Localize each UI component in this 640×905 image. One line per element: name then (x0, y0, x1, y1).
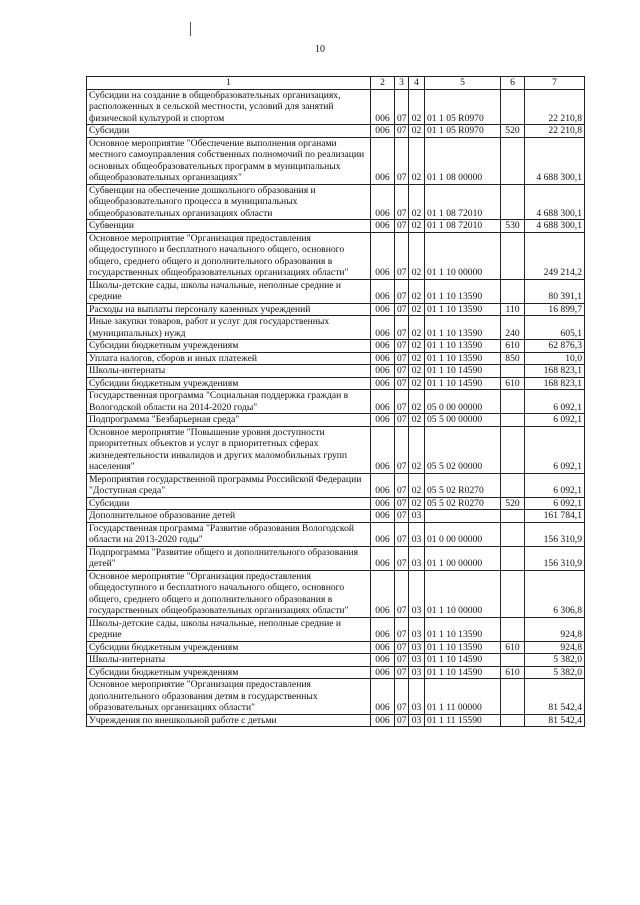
row-expense-type-code: 520 (501, 497, 525, 510)
row-name: Государственная программа "Развитие образования Вологодской области на 2013-2020 годы" (87, 522, 371, 546)
row-expense-type-code (501, 89, 525, 125)
row-amount: 6 306,8 (525, 570, 585, 617)
row-section-code: 07 (395, 125, 409, 138)
row-subsection-code: 02 (409, 137, 425, 184)
row-amount: 62 876,3 (525, 340, 585, 353)
row-name: Учреждения по внешкольной работе с детьми (87, 714, 371, 727)
row-subsection-code: 02 (409, 89, 425, 125)
row-ved-code: 006 (371, 679, 395, 715)
row-ved-code: 006 (371, 522, 395, 546)
row-expense-type-code (501, 137, 525, 184)
table-row (87, 137, 585, 184)
row-subsection-code: 03 (409, 679, 425, 715)
row-expense-type-code (501, 414, 525, 427)
column-header: 2 (371, 77, 395, 90)
row-amount: 4 688 300,1 (525, 184, 585, 220)
row-amount: 6 092,1 (525, 426, 585, 473)
row-target-code: 01 1 08 00000 (425, 137, 501, 184)
header-row (87, 77, 585, 90)
row-target-code: 01 0 00 00000 (425, 522, 501, 546)
row-name: Субвенции (87, 220, 371, 233)
row-expense-type-code: 520 (501, 125, 525, 138)
row-amount: 249 214,2 (525, 232, 585, 279)
row-target-code: 01 1 10 14590 (425, 377, 501, 390)
row-target-code: 05 5 00 00000 (425, 414, 501, 427)
row-section-code: 07 (395, 522, 409, 546)
row-ved-code: 006 (371, 184, 395, 220)
row-expense-type-code: 610 (501, 666, 525, 679)
table-row (87, 232, 585, 279)
table-row (87, 617, 585, 641)
row-ved-code: 006 (371, 89, 395, 125)
column-header: 5 (425, 77, 501, 90)
row-ved-code: 006 (371, 352, 395, 365)
row-target-code: 01 1 10 00000 (425, 570, 501, 617)
row-target-code: 01 1 10 13590 (425, 279, 501, 303)
table-row (87, 220, 585, 233)
row-ved-code: 006 (371, 340, 395, 353)
row-subsection-code: 02 (409, 352, 425, 365)
table-row (87, 546, 585, 570)
row-ved-code: 006 (371, 232, 395, 279)
row-subsection-code: 02 (409, 473, 425, 497)
row-target-code: 01 1 10 14590 (425, 365, 501, 378)
table-row (87, 426, 585, 473)
row-section-code: 07 (395, 510, 409, 523)
row-name: Дополнительное образование детей (87, 510, 371, 523)
row-ved-code: 006 (371, 414, 395, 427)
row-subsection-code: 02 (409, 390, 425, 414)
row-target-code: 05 5 02 R0270 (425, 473, 501, 497)
row-amount: 6 092,1 (525, 414, 585, 427)
row-subsection-code: 03 (409, 546, 425, 570)
row-amount: 81 542,4 (525, 679, 585, 715)
table-row (87, 714, 585, 727)
row-section-code: 07 (395, 365, 409, 378)
row-section-code: 07 (395, 473, 409, 497)
row-subsection-code: 03 (409, 570, 425, 617)
row-target-code: 05 5 02 R0270 (425, 497, 501, 510)
row-target-code: 01 1 10 00000 (425, 232, 501, 279)
row-subsection-code: 02 (409, 125, 425, 138)
row-amount: 168 823,1 (525, 377, 585, 390)
row-name: Уплата налогов, сборов и иных платежей (87, 352, 371, 365)
row-subsection-code: 03 (409, 714, 425, 727)
row-target-code (425, 510, 501, 523)
row-subsection-code: 02 (409, 279, 425, 303)
row-ved-code: 006 (371, 426, 395, 473)
row-expense-type-code (501, 522, 525, 546)
row-section-code: 07 (395, 352, 409, 365)
row-section-code: 07 (395, 232, 409, 279)
row-amount: 22 210,8 (525, 89, 585, 125)
row-target-code: 05 0 00 00000 (425, 390, 501, 414)
row-section-code: 07 (395, 137, 409, 184)
row-section-code: 07 (395, 546, 409, 570)
row-section-code: 07 (395, 570, 409, 617)
row-expense-type-code: 610 (501, 641, 525, 654)
row-name: Субсидии на создание в общеобразовательных организациях, расположенных в сельской местности, условий для занятий физической культурой и спортом (87, 89, 371, 125)
row-name: Основное мероприятие "Обеспечение выполнения органами местного самоуправления собственных полномочий по реализации основных общеобразовательных программ в муниципальных общеобразовательных организациях" (87, 137, 371, 184)
row-ved-code: 006 (371, 390, 395, 414)
row-name: Субсидии бюджетным учреждениям (87, 666, 371, 679)
table-row (87, 352, 585, 365)
row-subsection-code: 02 (409, 220, 425, 233)
row-section-code: 07 (395, 617, 409, 641)
row-target-code: 01 1 10 13590 (425, 352, 501, 365)
row-name: Основное мероприятие "Организация предоставления общедоступного и бесплатного начального общего, основного общего, среднего общего и дополнительного образования в государственных общеобразовательных организациях области" (87, 232, 371, 279)
row-name: Школы-детские сады, школы начальные, неполные средние и средние (87, 279, 371, 303)
row-amount: 4 688 300,1 (525, 220, 585, 233)
table-row (87, 510, 585, 523)
page-number: 10 (315, 44, 325, 55)
column-header: 4 (409, 77, 425, 90)
row-amount: 6 092,1 (525, 390, 585, 414)
row-section-code: 07 (395, 220, 409, 233)
row-name: Школы-интернаты (87, 365, 371, 378)
column-header: 1 (87, 77, 371, 90)
row-expense-type-code (501, 654, 525, 667)
row-subsection-code: 02 (409, 316, 425, 340)
row-section-code: 07 (395, 316, 409, 340)
row-amount: 924,8 (525, 617, 585, 641)
table-row (87, 390, 585, 414)
row-subsection-code: 02 (409, 497, 425, 510)
table-row (87, 641, 585, 654)
row-name: Субсидии (87, 125, 371, 138)
row-name: Субвенции на обеспечение дошкольного образования и общеобразовательного процесса в муниципальных общеобразовательных организациях области (87, 184, 371, 220)
row-expense-type-code (501, 570, 525, 617)
row-amount: 80 391,1 (525, 279, 585, 303)
table-row (87, 522, 585, 546)
row-expense-type-code (501, 365, 525, 378)
row-section-code: 07 (395, 184, 409, 220)
row-ved-code: 006 (371, 510, 395, 523)
table-row (87, 184, 585, 220)
table-row (87, 316, 585, 340)
row-ved-code: 006 (371, 137, 395, 184)
row-amount: 6 092,1 (525, 497, 585, 510)
row-expense-type-code (501, 546, 525, 570)
row-expense-type-code (501, 279, 525, 303)
row-section-code: 07 (395, 303, 409, 316)
row-ved-code: 006 (371, 666, 395, 679)
row-subsection-code: 03 (409, 641, 425, 654)
row-ved-code: 006 (371, 125, 395, 138)
row-subsection-code: 02 (409, 365, 425, 378)
scan-mark (190, 22, 191, 36)
row-section-code: 07 (395, 414, 409, 427)
row-target-code: 01 1 10 13590 (425, 316, 501, 340)
row-ved-code: 006 (371, 473, 395, 497)
row-amount: 156 310,9 (525, 522, 585, 546)
row-name: Основное мероприятие "Организация предоставления общедоступного и бесплатного начального общего, основного общего, среднего общего и дополнительного образования в государственных общеобразовательных организациях области" (87, 570, 371, 617)
row-section-code: 07 (395, 89, 409, 125)
row-subsection-code: 02 (409, 184, 425, 220)
row-target-code: 01 1 00 00000 (425, 546, 501, 570)
row-subsection-code: 02 (409, 414, 425, 427)
row-name: Субсидии бюджетным учреждениям (87, 641, 371, 654)
row-expense-type-code (501, 232, 525, 279)
row-expense-type-code: 610 (501, 377, 525, 390)
row-target-code: 05 5 02 00000 (425, 426, 501, 473)
row-name: Школы-интернаты (87, 654, 371, 667)
table-row (87, 666, 585, 679)
table-row (87, 365, 585, 378)
table-body (87, 89, 585, 727)
row-name: Подпрограмма "Развитие общего и дополнительного образования детей" (87, 546, 371, 570)
row-subsection-code: 02 (409, 426, 425, 473)
row-name: Государственная программа "Социальная поддержка граждан в Вологодской области на 2014-2020 годы" (87, 390, 371, 414)
row-name: Иные закупки товаров, работ и услуг для государственных (муниципальных) нужд (87, 316, 371, 340)
row-ved-code: 006 (371, 641, 395, 654)
row-section-code: 07 (395, 279, 409, 303)
row-section-code: 07 (395, 377, 409, 390)
row-name: Мероприятия государственной программы Российской Федерации "Доступная среда" (87, 473, 371, 497)
row-subsection-code: 03 (409, 654, 425, 667)
row-amount: 924,8 (525, 641, 585, 654)
row-expense-type-code: 110 (501, 303, 525, 316)
row-subsection-code: 02 (409, 232, 425, 279)
row-expense-type-code (501, 184, 525, 220)
row-amount: 605,1 (525, 316, 585, 340)
row-ved-code: 006 (371, 279, 395, 303)
row-section-code: 07 (395, 497, 409, 510)
row-subsection-code: 03 (409, 666, 425, 679)
row-target-code: 01 1 10 13590 (425, 617, 501, 641)
row-amount: 22 210,8 (525, 125, 585, 138)
row-target-code: 01 1 10 14590 (425, 666, 501, 679)
row-subsection-code: 02 (409, 377, 425, 390)
row-subsection-code: 02 (409, 303, 425, 316)
row-amount: 5 382,0 (525, 666, 585, 679)
row-target-code: 01 1 10 13590 (425, 303, 501, 316)
row-expense-type-code (501, 390, 525, 414)
row-target-code: 01 1 08 72010 (425, 220, 501, 233)
row-target-code: 01 1 10 13590 (425, 641, 501, 654)
row-target-code: 01 1 11 00000 (425, 679, 501, 715)
row-name: Расходы на выплаты персоналу казенных учреждений (87, 303, 371, 316)
row-ved-code: 006 (371, 377, 395, 390)
row-expense-type-code (501, 714, 525, 727)
row-name: Основное мероприятие "Повышение уровня доступности приоритетных объектов и услуг в приоритетных сферах жизнедеятельности инвалидов и других маломобильных групп населения" (87, 426, 371, 473)
row-subsection-code: 03 (409, 617, 425, 641)
row-section-code: 07 (395, 666, 409, 679)
row-section-code: 07 (395, 714, 409, 727)
row-ved-code: 006 (371, 654, 395, 667)
table-row (87, 654, 585, 667)
row-expense-type-code (501, 473, 525, 497)
row-amount: 5 382,0 (525, 654, 585, 667)
table-row (87, 570, 585, 617)
row-name: Субсидии (87, 497, 371, 510)
row-ved-code: 006 (371, 546, 395, 570)
table-row (87, 303, 585, 316)
row-ved-code: 006 (371, 497, 395, 510)
row-expense-type-code (501, 679, 525, 715)
row-amount: 6 092,1 (525, 473, 585, 497)
row-expense-type-code: 610 (501, 340, 525, 353)
row-target-code: 01 1 05 R0970 (425, 125, 501, 138)
row-name: Школы-детские сады, школы начальные, неполные средние и средние (87, 617, 371, 641)
table-row (87, 125, 585, 138)
column-header: 3 (395, 77, 409, 90)
row-name: Подпрограмма "Безбарьерная среда" (87, 414, 371, 427)
row-ved-code: 006 (371, 316, 395, 340)
row-expense-type-code: 530 (501, 220, 525, 233)
row-ved-code: 006 (371, 365, 395, 378)
row-ved-code: 006 (371, 617, 395, 641)
table-row (87, 340, 585, 353)
table-row (87, 377, 585, 390)
row-target-code: 01 1 11 15590 (425, 714, 501, 727)
column-header: 6 (501, 77, 525, 90)
row-amount: 16 899,7 (525, 303, 585, 316)
row-name: Субсидии бюджетным учреждениям (87, 377, 371, 390)
row-target-code: 01 1 05 R0970 (425, 89, 501, 125)
row-target-code: 01 1 10 14590 (425, 654, 501, 667)
row-section-code: 07 (395, 426, 409, 473)
table-row (87, 497, 585, 510)
row-subsection-code: 03 (409, 522, 425, 546)
row-ved-code: 006 (371, 714, 395, 727)
row-name: Основное мероприятие "Организация предоставления дополнительного образования детям в государственных образовательных организациях области" (87, 679, 371, 715)
row-expense-type-code: 240 (501, 316, 525, 340)
row-ved-code: 006 (371, 220, 395, 233)
row-amount: 168 823,1 (525, 365, 585, 378)
table-row (87, 473, 585, 497)
budget-table (86, 76, 585, 727)
row-name: Субсидии бюджетным учреждениям (87, 340, 371, 353)
row-amount: 156 310,9 (525, 546, 585, 570)
column-header: 7 (525, 77, 585, 90)
row-amount: 10,0 (525, 352, 585, 365)
row-subsection-code: 02 (409, 340, 425, 353)
row-section-code: 07 (395, 390, 409, 414)
row-ved-code: 006 (371, 303, 395, 316)
row-expense-type-code (501, 510, 525, 523)
row-amount: 161 784,1 (525, 510, 585, 523)
table-row (87, 279, 585, 303)
row-section-code: 07 (395, 679, 409, 715)
table-row (87, 679, 585, 715)
row-section-code: 07 (395, 641, 409, 654)
row-expense-type-code (501, 426, 525, 473)
row-amount: 4 688 300,1 (525, 137, 585, 184)
table-row (87, 89, 585, 125)
table-row (87, 414, 585, 427)
row-target-code: 01 1 10 13590 (425, 340, 501, 353)
row-section-code: 07 (395, 654, 409, 667)
row-section-code: 07 (395, 340, 409, 353)
row-amount: 81 542,4 (525, 714, 585, 727)
row-target-code: 01 1 08 72010 (425, 184, 501, 220)
row-expense-type-code: 850 (501, 352, 525, 365)
row-expense-type-code (501, 617, 525, 641)
row-subsection-code: 03 (409, 510, 425, 523)
row-ved-code: 006 (371, 570, 395, 617)
